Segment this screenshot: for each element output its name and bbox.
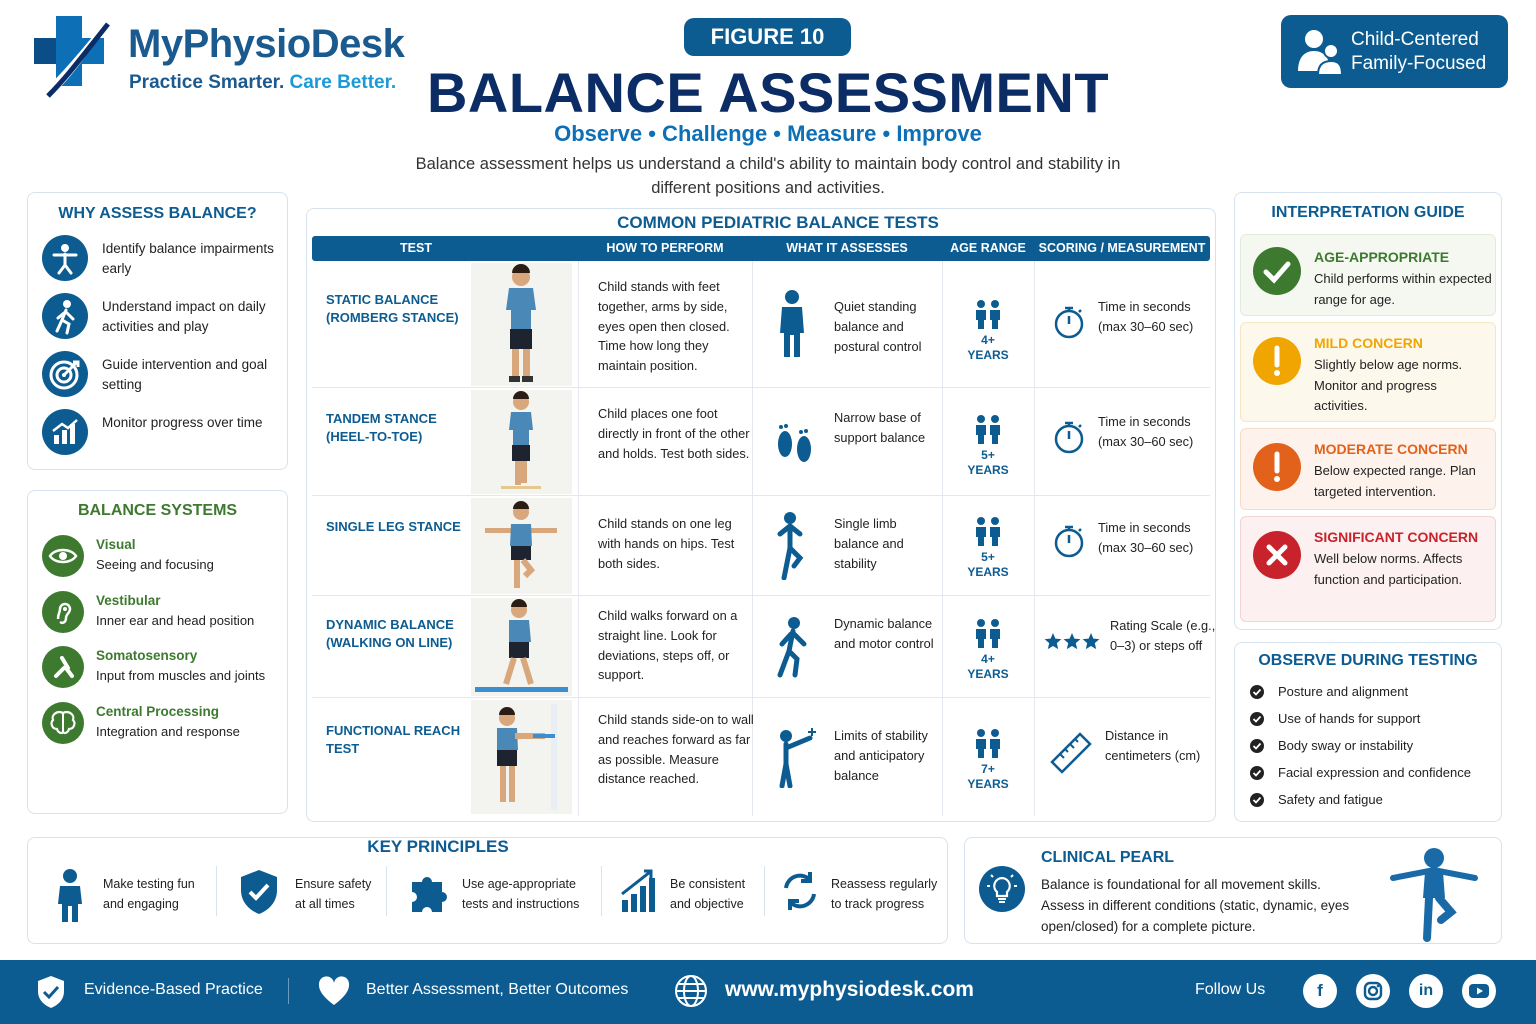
- instagram-icon[interactable]: [1356, 974, 1390, 1008]
- column-header-test: TEST: [400, 241, 432, 255]
- target-icon: [42, 351, 88, 397]
- eye-icon: [42, 535, 84, 577]
- age-unit: YEARS: [967, 348, 1009, 362]
- child-icon: [52, 868, 88, 924]
- system-name: Vestibular: [96, 593, 161, 608]
- logo-icon: [32, 14, 110, 100]
- lightbulb-icon: [979, 866, 1025, 912]
- why-item: [42, 293, 282, 339]
- system-desc: Integration and response: [96, 724, 240, 739]
- check-circle-icon: [1250, 712, 1264, 726]
- test-name: STATIC BALANCE (ROMBERG STANCE): [326, 292, 459, 325]
- interpretation-desc: Below expected range. Plan targeted intervention.: [1314, 463, 1476, 499]
- observe-text: Body sway or instability: [1278, 738, 1414, 753]
- follow-us-text: Follow Us: [1195, 981, 1266, 998]
- test-score: Time in seconds (max 30–60 sec): [1098, 299, 1194, 334]
- system-name: Central Processing: [96, 704, 220, 719]
- principle-item: [238, 862, 398, 922]
- walking-figure-icon: [772, 616, 812, 678]
- column-header-how: HOW TO PERFORM: [606, 241, 724, 255]
- warning-icon: [1253, 337, 1301, 385]
- x-icon: [1253, 531, 1301, 579]
- observe-item: [1250, 792, 1490, 810]
- system-item: [42, 535, 292, 579]
- interpretation-label: MODERATE CONCERN: [1314, 441, 1468, 457]
- test-what: Quiet standing balance and postural control: [834, 299, 922, 354]
- interpretation-moderate: [1240, 428, 1496, 510]
- system-desc: Seeing and focusing: [96, 557, 214, 572]
- column-header-scoring: SCORING / MEASUREMENT: [1038, 241, 1206, 255]
- principle-text: Be consistent and objective: [670, 877, 746, 911]
- test-name: DYNAMIC BALANCE (WALKING ON LINE): [326, 617, 454, 650]
- figure-badge: FIGURE 10: [684, 18, 851, 56]
- intro-text: Balance assessment helps us understand a child's ability to maintain body control and stability in different positions and activities.: [415, 155, 1121, 197]
- reaching-figure-icon: [772, 726, 818, 788]
- why-item-text: Identify balance impairments early: [102, 241, 274, 276]
- age-range: [952, 414, 1024, 478]
- bar-chart-icon: [42, 409, 88, 455]
- page-subtitle: Observe • Challenge • Measure • Improve: [554, 121, 982, 146]
- puzzle-icon: [408, 868, 454, 914]
- table-header: [312, 236, 1210, 261]
- child-single-leg-image: [471, 498, 572, 594]
- stars-icon: [1044, 632, 1102, 652]
- system-name: Visual: [96, 537, 136, 552]
- badge-line-1: Child-Centered: [1351, 29, 1479, 50]
- age-unit: YEARS: [967, 667, 1009, 681]
- age-value: 4+: [981, 652, 995, 666]
- test-name: FUNCTIONAL REACH TEST: [326, 723, 461, 756]
- observe-text: Facial expression and confidence: [1278, 765, 1471, 780]
- brand-name: MyPhysioDesk: [128, 22, 405, 66]
- globe-icon[interactable]: [674, 974, 708, 1008]
- test-how: Child stands on one leg with hands on hips. Test both sides.: [598, 516, 735, 571]
- clinical-pearl-card: [964, 837, 1502, 944]
- why-assess-card: [27, 192, 288, 470]
- walking-icon: [42, 293, 88, 339]
- test-score: Time in seconds (max 30–60 sec): [1098, 520, 1194, 555]
- column-header-what: WHAT IT ASSESSES: [786, 241, 908, 255]
- principle-item: [780, 862, 940, 922]
- observe-text: Use of hands for support: [1278, 711, 1421, 726]
- age-range: [952, 516, 1024, 580]
- test-name: TANDEM STANCE (HEEL-TO-TOE): [326, 411, 437, 444]
- growth-chart-icon: [620, 868, 660, 914]
- table-row: [312, 698, 1210, 816]
- footprints-icon: [772, 422, 818, 466]
- clinical-pearl-title: CLINICAL PEARL: [1041, 849, 1175, 866]
- system-name: Somatosensory: [96, 648, 198, 663]
- why-item-text: Guide intervention and goal setting: [102, 357, 268, 392]
- badge-line-2: Family-Focused: [1351, 53, 1487, 74]
- standing-figure-icon: [772, 289, 812, 359]
- interpretation-label: AGE-APPROPRIATE: [1314, 249, 1450, 265]
- ear-icon: [42, 591, 84, 633]
- child-walking-image: [471, 598, 572, 696]
- age-unit: YEARS: [967, 565, 1009, 579]
- why-item: [42, 351, 282, 397]
- interpretation-significant: [1240, 516, 1496, 622]
- test-score: Rating Scale (e.g., 0–3) or steps off: [1110, 618, 1216, 653]
- refresh-icon: [780, 868, 820, 914]
- age-unit: YEARS: [967, 463, 1009, 477]
- why-item: [42, 235, 282, 281]
- checkmark-icon: [1253, 247, 1301, 295]
- table-row: [312, 261, 1210, 388]
- interpretation-age-appropriate: [1240, 234, 1496, 316]
- alert-icon: [1253, 443, 1301, 491]
- footer-outcomes-text: Better Assessment, Better Outcomes: [366, 981, 629, 998]
- system-desc: Input from muscles and joints: [96, 668, 266, 683]
- age-unit: YEARS: [967, 777, 1009, 791]
- why-item-text: Monitor progress over time: [102, 415, 263, 430]
- why-item-text: Understand impact on daily activities and play: [102, 299, 266, 334]
- test-what: Narrow base of support balance: [834, 410, 926, 445]
- family-icon: [1298, 29, 1342, 75]
- interpretation-desc: Child performs within expected range for age.: [1314, 271, 1492, 307]
- stopwatch-icon: [1052, 420, 1086, 454]
- interpretation-desc: Well below norms. Affects function and participation.: [1314, 551, 1463, 587]
- observe-item: [1250, 738, 1490, 756]
- system-desc: Inner ear and head position: [96, 613, 255, 628]
- balancing-child-icon: [1389, 844, 1479, 942]
- check-circle-icon: [1250, 685, 1264, 699]
- child-standing-image: [471, 263, 572, 386]
- check-circle-icon: [1250, 766, 1264, 780]
- page-title: BALANCE ASSESSMENT: [426, 61, 1110, 124]
- shield-icon: [238, 868, 280, 916]
- test-score: Time in seconds (max 30–60 sec): [1098, 414, 1194, 449]
- ruler-icon: [1048, 730, 1094, 776]
- youtube-icon[interactable]: [1462, 974, 1496, 1008]
- interpretation-mild: [1240, 322, 1496, 422]
- principle-item: [620, 862, 760, 922]
- tagline-part-1: Practice Smarter.: [129, 72, 285, 93]
- linkedin-icon[interactable]: in: [1409, 974, 1443, 1008]
- test-what: Dynamic balance and motor control: [834, 616, 934, 651]
- column-header-age: AGE RANGE: [950, 241, 1026, 255]
- tagline-part-2: Care Better.: [289, 72, 397, 93]
- observe-item: [1250, 765, 1490, 783]
- test-how: Child stands with feet together, arms by side, eyes open then closed. Time how long they maintain position.: [598, 279, 730, 374]
- principle-text: Use age-appropriate tests and instructions: [462, 877, 580, 911]
- tests-title: COMMON PEDIATRIC BALANCE TESTS: [617, 213, 939, 232]
- table-row: [312, 596, 1216, 698]
- observe-text: Posture and alignment: [1278, 684, 1409, 699]
- balance-systems-card: [27, 490, 288, 814]
- age-range: [952, 618, 1024, 682]
- table-row: [312, 496, 1210, 596]
- observe-item: [1250, 711, 1490, 729]
- system-item: [42, 702, 292, 746]
- test-what: Single limb balance and stability: [834, 516, 904, 571]
- age-range: [952, 299, 1024, 363]
- facebook-icon[interactable]: f: [1303, 974, 1337, 1008]
- shield-check-icon: [36, 975, 66, 1009]
- age-value: 7+: [981, 762, 995, 776]
- test-how: Child places one foot directly in front of the other and holds. Test both sides.: [598, 406, 750, 461]
- interpretation-title: INTERPRETATION GUIDE: [1271, 204, 1465, 221]
- why-item: [42, 409, 282, 455]
- principle-text: Make testing fun and engaging: [103, 877, 195, 911]
- check-circle-icon: [1250, 739, 1264, 753]
- test-what: Limits of stability and anticipatory balance: [834, 728, 928, 783]
- principle-item: [408, 862, 598, 922]
- test-name: SINGLE LEG STANCE: [326, 519, 461, 534]
- age-value: 5+: [981, 448, 995, 462]
- system-item: [42, 646, 292, 690]
- age-value: 4+: [981, 333, 995, 347]
- key-principles-title: KEY PRINCIPLES: [367, 837, 509, 856]
- footer-bar: [0, 960, 1536, 1024]
- check-circle-icon: [1250, 793, 1264, 807]
- brain-icon: [42, 702, 84, 744]
- principle-text: Ensure safety at all times: [295, 877, 372, 911]
- footer-evidence-text: Evidence-Based Practice: [84, 981, 263, 998]
- test-how: Child walks forward on a straight line. Look for deviations, steps off, or support.: [598, 608, 738, 683]
- person-balance-icon: [42, 235, 88, 281]
- child-tandem-image: [471, 390, 572, 494]
- system-item: [42, 591, 292, 635]
- age-range: [952, 728, 1024, 792]
- heart-icon: [318, 976, 350, 1006]
- child-centered-badge: [1281, 15, 1508, 88]
- test-score: Distance in centimeters (cm): [1105, 728, 1201, 763]
- principle-text: Reassess regularly to track progress: [831, 877, 938, 911]
- single-leg-figure-icon: [772, 510, 808, 580]
- clinical-pearl-text: Balance is foundational for all movement skills. Assess in different conditions (static, dynamic, eyes open/closed) for a complete picture.: [1041, 877, 1350, 934]
- joint-icon: [42, 646, 84, 688]
- test-how: Child stands side-on to wall and reaches forward as far as possible. Measure distance reached.: [598, 712, 754, 787]
- table-row: [312, 388, 1210, 496]
- interpretation-desc: Slightly below age norms. Monitor and progress activities.: [1314, 357, 1463, 413]
- principle-item: [52, 862, 212, 922]
- child-reaching-image: [471, 700, 572, 814]
- why-assess-title: WHY ASSESS BALANCE?: [58, 205, 257, 222]
- observe-text: Safety and fatigue: [1278, 792, 1383, 807]
- website-link[interactable]: www.myphysiodesk.com: [725, 978, 974, 1001]
- stopwatch-icon: [1052, 524, 1086, 558]
- age-value: 5+: [981, 550, 995, 564]
- observe-title: OBSERVE DURING TESTING: [1258, 652, 1478, 669]
- balance-systems-title: BALANCE SYSTEMS: [77, 502, 238, 519]
- interpretation-label: SIGNIFICANT CONCERN: [1314, 529, 1479, 545]
- observe-item: [1250, 684, 1490, 702]
- stopwatch-icon: [1052, 305, 1086, 339]
- interpretation-label: MILD CONCERN: [1314, 335, 1423, 351]
